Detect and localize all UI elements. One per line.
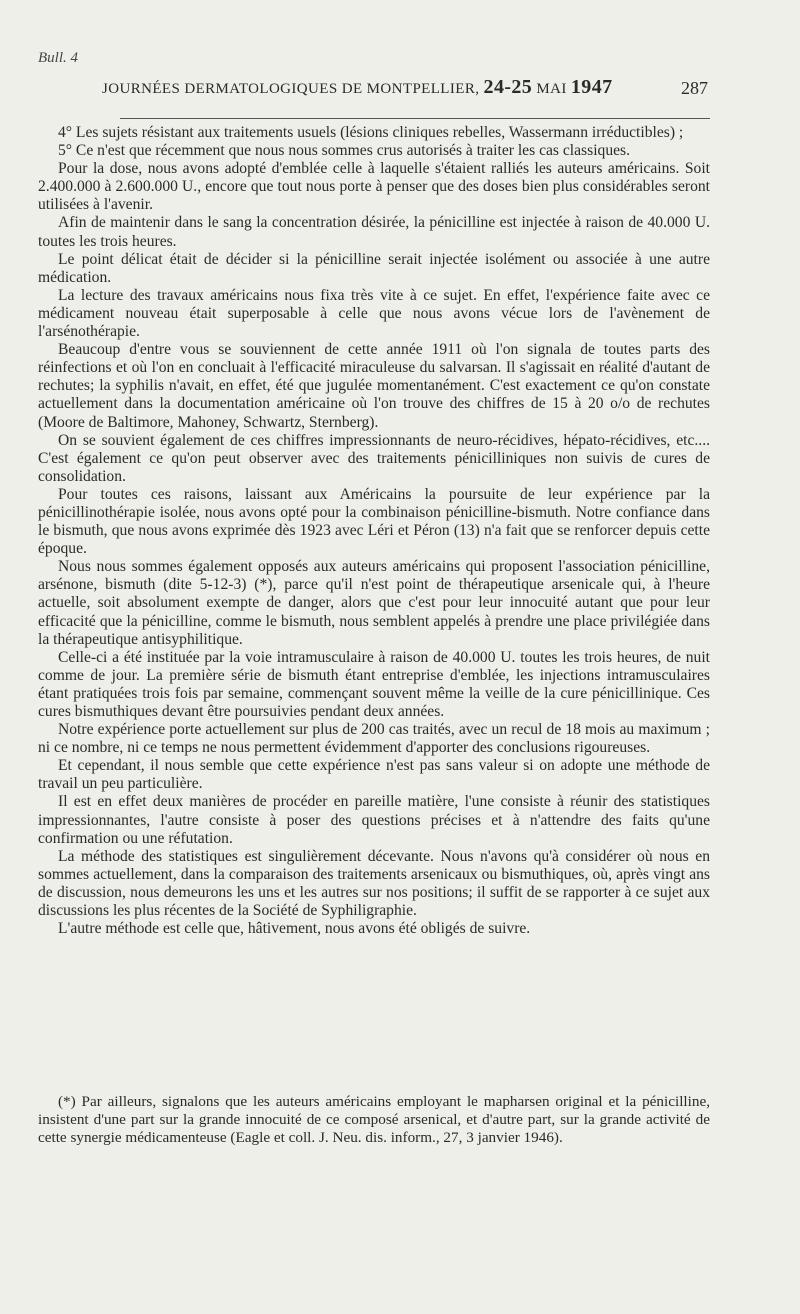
header-rule	[120, 118, 710, 119]
paragraph: La méthode des statistiques est singulièrement décevante. Nous n'avons qu'à considérer où nous en sommes actuellement, dans la comparaison des traitements arsenicaux ou bismuthiques, où, après vingt ans de discussion, nous demeurons les uns et les autres sur nos positions; il suffit de se rapporter à ce sujet aux discussions les plus récentes de la Société de Syphiligraphie.	[38, 847, 710, 920]
header-year: 1947	[570, 76, 613, 98]
header-dates: 24-25	[483, 76, 533, 98]
journal-title: JOURNÉES DERMATOLOGIQUES DE MONTPELLIER,	[102, 81, 480, 97]
footnote	[38, 1093, 710, 1147]
paragraph: L'autre méthode est celle que, hâtivement, nous avons été obligés de suivre.	[58, 920, 531, 938]
paragraph: Nous nous sommes également opposés aux auteurs américains qui proposent l'association pénicilline, arsénone, bismuth (dite 5-12-3) (*), parce qu'il n'est point de thérapeutique arsenicale qui, à l'heure actuelle, soit absolument exempte de danger, alors que c'est pour leur innocuité autant que pour leur efficacité que la pénicilline, comme le bismuth, nous semblent appelés à prendre une place privilégiée dans la thérapeutique antisyphilitique.	[38, 558, 710, 648]
paragraph: On se souvient également de ces chiffres impressionnants de neuro-récidives, hépato-récidives, etc.... C'est également ce qu'on peut observer avec des traitements pénicilliniques non suivis de cures de consolidation.	[38, 431, 710, 485]
paragraph: Pour la dose, nous avons adopté d'emblée celle à laquelle s'étaient ralliés les auteurs américains. Soit 2.400.000 à 2.600.000 U., encore que tout nous porte à penser que des doses bien plus considérables seront utilisées à l'avenir.	[38, 160, 710, 214]
paragraph: 4° Les sujets résistant aux traitements usuels (lésions cliniques rebelles, Wassermann irréductibles) ;	[58, 124, 684, 141]
paragraph: Il est en effet deux manières de procéder en pareille matière, l'une consiste à réunir des statistiques impressionnantes, l'autre consiste à poser des questions précises et à n'attendre des faits qu'une confirmation ou une réfutation.	[38, 793, 710, 847]
library-stamp: Bull. 4	[38, 50, 78, 66]
paragraph: Le point délicat était de décider si la pénicilline serait injectée isolément ou associée à une autre médication.	[38, 250, 710, 286]
body-text	[38, 124, 710, 938]
page-number: 287	[681, 78, 708, 98]
footnote-text: (*) Par ailleurs, signalons que les auteurs américains employant le mapharsen original et la pénicilline, insistent d'une part sur la grande innocuité de ce composé arsenical, et d'autre part, sur la grande activité de cette synergie médicamenteuse (Eagle et coll. J. Neu. dis. inform., 27, 3 janvier 1946).	[38, 1093, 710, 1146]
paragraph: Et cependant, il nous semble que cette expérience n'est pas sans valeur si on adopte une méthode de travail un peu particulière.	[38, 757, 710, 793]
paragraph: Beaucoup d'entre vous se souviennent de cette année 1911 où l'on signala de toutes parts des réinfections et où l'on en concluait à l'efficacité miraculeuse du salvarsan. Il s'agissait en réalité d'autant de rechutes; la syphilis n'avait, en effet, été que jugulée momentanément. C'est exactement ce qu'on constate actuellement dans la documentation américaine où l'on trouve des chiffres de 15 à 20 o/o de rechutes (Moore de Baltimore, Mahoney, Schwartz, Sternberg).	[38, 341, 710, 431]
header-month: MAI	[536, 81, 567, 97]
running-head	[102, 76, 710, 99]
paragraph: Pour toutes ces raisons, laissant aux Américains la poursuite de leur expérience par la pénicillinothérapie isolée, nous avons opté pour la combinaison pénicilline-bismuth. Notre confiance dans le bismuth, que nous avons exprimée dès 1923 avec Léri et Péron (13) n'a fait que se renforcer depuis cette époque.	[38, 485, 710, 558]
paragraph: Celle-ci a été instituée par la voie intramusculaire à raison de 40.000 U. toutes les trois heures, de nuit comme de jour. La première série de bismuth étant entreprise d'emblée, les injections intramusculaires étant pratiquées trois fois par semaine, commençant souvent même la veille de la cure pénicillinique. Ces cures bismuthiques devant être poursuivies pendant deux années.	[38, 648, 710, 720]
paragraph: Notre expérience porte actuellement sur plus de 200 cas traités, avec un recul de 18 mois au maximum ; ni ce nombre, ni ce temps ne nous permettent évidemment d'apporter des conclusions rigoureuses.	[38, 721, 710, 757]
paragraph: La lecture des travaux américains nous fixa très vite à ce sujet. En effet, l'expérience faite avec ce médicament nouveau était superposable à celle que nous avons vécue lors de l'avènement de l'arsénothérapie.	[38, 286, 710, 341]
paragraph: 5° Ce n'est que récemment que nous nous sommes crus autorisés à traiter les cas classiques.	[58, 142, 631, 160]
paragraph: Afin de maintenir dans le sang la concentration désirée, la pénicilline est injectée à raison de 40.000 U. toutes les trois heures.	[38, 214, 710, 250]
